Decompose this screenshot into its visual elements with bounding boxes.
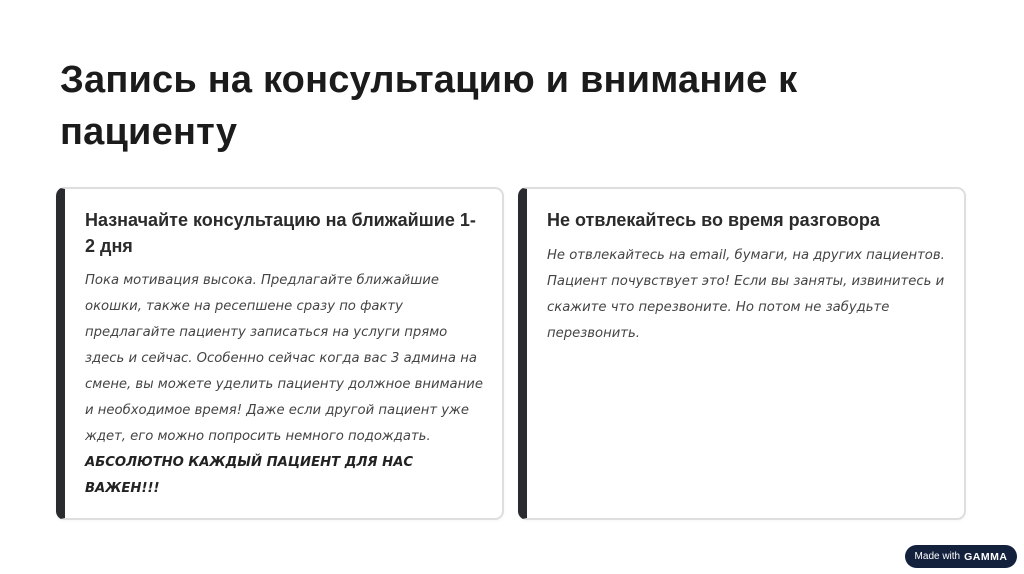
card-text: Не отвлекайтесь на email, бумаги, на других пациентов. Пациент почувствует это! Если вы заняты, извинитесь и скажите что перезвоните. Но потом не забудьте перезвонить.: [547, 248, 945, 341]
page-title: Запись на консультацию и внимание к пациенту: [60, 59, 798, 153]
card-no-distractions: [518, 187, 966, 520]
card-title: Не отвлекайтесь во время разговора: [547, 210, 880, 230]
gamma-logo: GAMMA: [964, 550, 1008, 563]
card-title: Назначайте консультацию на ближайшие 1-2 дня: [85, 210, 476, 256]
card-body-text: Пока мотивация высока. Предлагайте ближайшие окошки, также на ресепшене сразу по факту предлагайте пациенту записаться на услуги прямо здесь и сейчас. Особенно сейчас когда вас 3 админа на смене, вы можете уделить пациенту должное внимание и необходимое время! Даже если другой пациент уже ждет, его можно попросить немного подождать.: [85, 273, 483, 444]
card-text: [85, 268, 488, 502]
badge-prefix: Made with: [914, 551, 961, 562]
made-with-gamma-badge[interactable]: [905, 545, 1017, 568]
card-schedule-consultation: [56, 187, 504, 520]
card-emphasis-text: АБСОЛЮТНО КАЖДЫЙ ПАЦИЕНТ ДЛЯ НАС ВАЖЕН!!!: [85, 455, 414, 496]
